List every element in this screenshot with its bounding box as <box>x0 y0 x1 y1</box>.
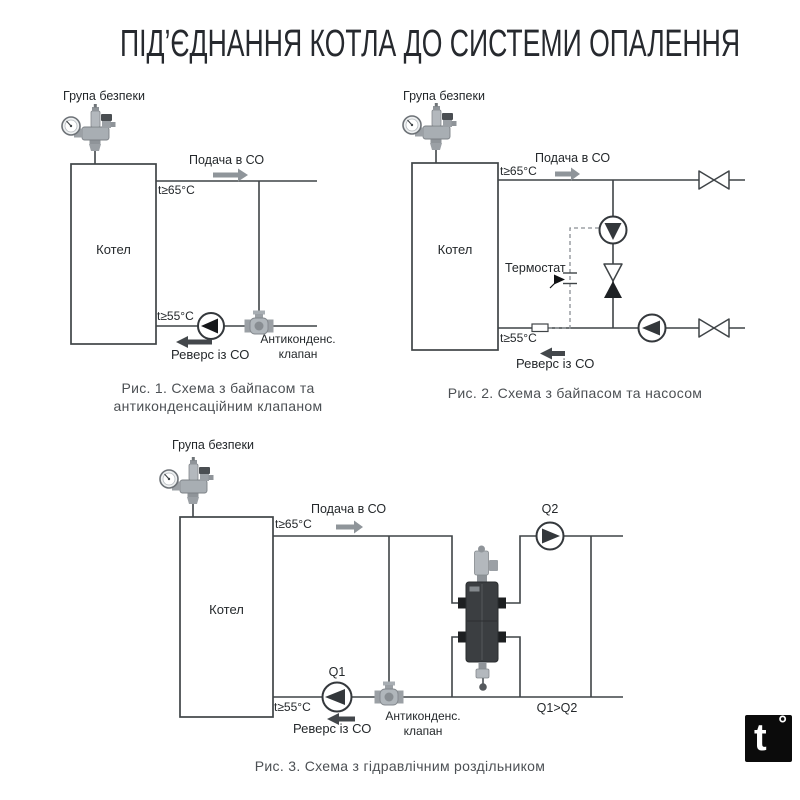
fig2-caption: Рис. 2. Схема з байпасом та насосом <box>447 385 703 401</box>
fig1-caption <box>58 379 378 415</box>
fig3-valve-label-line2: клапан <box>403 724 443 738</box>
fig1-supply-temp-label: t≥65°C <box>158 183 195 197</box>
fig1-return-flow-label: Реверс із СО <box>171 347 250 362</box>
fig3-valve-label <box>373 709 473 739</box>
fig1-supply-label: Подача в СО <box>189 153 265 167</box>
fig1-safety-group-label: Група безпеки <box>63 89 145 103</box>
brand-logo-letter: t <box>754 717 767 759</box>
fig3-pump-q2-label: Q2 <box>541 502 559 516</box>
fig2-safety-group-icon <box>403 103 457 163</box>
fig1-boiler-label: Котел <box>96 242 131 257</box>
fig3-supply-arrow-icon <box>336 521 363 534</box>
fig2-return-pump-icon <box>639 315 666 342</box>
fig1-valve-label-line2: клапан <box>278 347 318 361</box>
figure2-diagram <box>403 103 745 360</box>
fig2-bypass-pump-icon <box>600 217 627 244</box>
fig2-return-gate-valve-icon <box>699 319 729 337</box>
fig3-flow-note-label: Q1>Q2 <box>536 701 578 715</box>
fig2-supply-label: Подача в СО <box>535 151 611 165</box>
fig2-supply-temp-label: t≥65°C <box>500 164 537 178</box>
fig3-safety-group-icon <box>160 457 214 517</box>
fig1-anticondensation-valve-icon <box>245 311 274 335</box>
fig3-supply-label: Подача в СО <box>311 502 387 516</box>
fig3-pump-q1-icon <box>323 683 352 712</box>
fig3-return-flow-label: Реверс із СО <box>293 721 372 736</box>
fig3-pump-q1-label: Q1 <box>328 665 346 679</box>
fig3-return-temp-label: t≥55°C <box>274 700 311 714</box>
fig3-caption: Рис. 3. Схема з гідравлічним роздільником <box>254 758 546 774</box>
fig1-caption-line2: антиконденсаційним клапаном <box>113 398 323 414</box>
fig3-supply-temp-label: t≥65°C <box>275 517 312 531</box>
fig1-valve-label <box>248 332 348 362</box>
fig2-thermostat-label: Термостат <box>505 261 566 275</box>
fig2-check-valve-icon <box>604 264 622 298</box>
fig2-supply-gate-valve-icon <box>699 171 729 189</box>
figure3-diagram <box>160 457 623 725</box>
fig3-boiler-label: Котел <box>209 602 244 617</box>
fig2-pipes <box>498 180 745 328</box>
fig3-pump-q2-icon <box>537 523 564 550</box>
fig1-valve-label-line1: Антиконденс. <box>260 332 336 346</box>
fig2-return-flow-label: Реверс із СО <box>516 356 595 371</box>
fig2-return-temp-label: t≥55°C <box>500 331 537 345</box>
fig3-anticondensation-valve-icon <box>375 682 404 706</box>
brand-logo-degree-icon: ° <box>778 711 787 736</box>
fig1-pump-icon <box>198 313 224 339</box>
fig1-supply-arrow-icon <box>213 169 248 182</box>
fig1-caption-line1: Рис. 1. Схема з байпасом та <box>121 380 315 396</box>
fig3-safety-group-label: Група безпеки <box>172 438 254 452</box>
brand-logo <box>745 711 792 762</box>
fig2-boiler-label: Котел <box>437 242 473 257</box>
page-title: ПІД’ЄДНАННЯ КОТЛА ДО СИСТЕМИ ОПАЛЕННЯ <box>120 23 741 65</box>
fig2-supply-arrow-icon <box>555 168 580 181</box>
fig3-valve-label-line1: Антиконденс. <box>385 709 461 723</box>
fig1-safety-group-icon <box>62 104 116 164</box>
fig1-pipes <box>156 181 317 326</box>
fig1-return-temp-label: t≥55°C <box>157 309 194 323</box>
fig3-hydraulic-separator-icon <box>458 546 506 691</box>
fig2-safety-group-label: Група безпеки <box>403 89 485 103</box>
